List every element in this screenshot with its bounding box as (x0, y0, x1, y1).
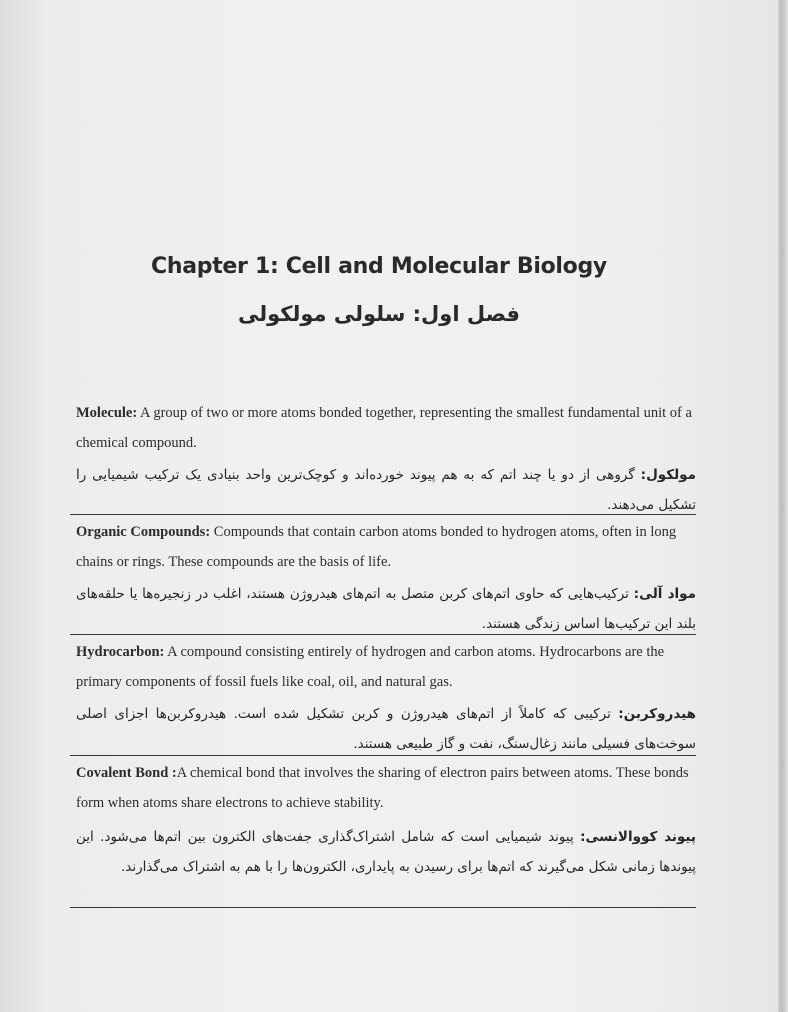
entry-divider (70, 634, 696, 635)
entry-divider (70, 755, 696, 756)
definition-english (76, 637, 696, 697)
entry-divider (70, 514, 696, 515)
term-persian: هیدروکربن: (618, 706, 696, 722)
definition-english-text: A group of two or more atoms bonded together, representing the smallest fundamental unit of a chemical compound. (76, 405, 692, 451)
term-english: Organic Compounds: (76, 524, 211, 540)
definition-persian-text: گروهی از دو یا چند اتم که به هم پیوند خورده‌اند و کوچک‌ترین واحد بنیادی یک ترکیب شیمیایی را تشکیل می‌دهند. (76, 467, 696, 513)
definition-persian (76, 822, 696, 882)
term-persian: پیوند کووالانسی: (580, 829, 696, 845)
definition-persian-text: ترکیبی که کاملاً از اتم‌های هیدروژن و کربن تشکیل شده است. هیدروکربن‌ها اجزای اصلی سوخت‌های فسیلی مانند زغال‌سنگ، نفت و گاز طبیعی هستند. (76, 706, 696, 752)
glossary-entry-molecule (76, 398, 696, 520)
chapter-title-english: Chapter 1: Cell and Molecular Biology (151, 254, 607, 279)
chapter-title-persian: فصل اول: سلولی مولکولی (237, 302, 521, 326)
definition-persian (76, 699, 696, 759)
definition-persian-text: ترکیب‌هایی که حاوی اتم‌های کربن متصل به اتم‌های هیدروژن هستند، اغلب در زنجیره‌ها یا حلقه‌های بلند این ترکیب‌ها اساس زندگی هستند. (76, 586, 696, 632)
definition-english (76, 517, 696, 577)
glossary-entry-covalent-bond (76, 758, 696, 882)
entry-divider (70, 907, 696, 908)
term-english: Molecule: (76, 405, 138, 421)
page-edge (778, 0, 788, 1012)
definition-english-text: A compound consisting entirely of hydrogen and carbon atoms. Hydrocarbons are the primary components of fossil fuels like coal, oil, and natural gas. (76, 644, 665, 690)
definition-english-text: Compounds that contain carbon atoms bonded to hydrogen atoms, often in long chains or rings. These compounds are the basis of life. (76, 524, 677, 570)
glossary-entry-organic-compounds (76, 517, 696, 639)
glossary-entry-hydrocarbon (76, 637, 696, 759)
definition-english (76, 398, 696, 458)
term-english: Covalent Bond : (76, 765, 177, 781)
term-persian: مواد آلی: (633, 586, 696, 602)
definition-english-text: A chemical bond that involves the sharing of electron pairs between atoms. These bonds form when atoms share electrons to achieve stability. (76, 765, 689, 811)
definition-persian-text: پیوند شیمیایی است که شامل اشتراک‌گذاری جفت‌های الکترون بین اتم‌ها می‌شود. این پیوندها زمانی شکل می‌گیرند که اتم‌ها برای رسیدن به پایداری، الکترون‌ها را با هم به اشتراک می‌گذارند. (76, 829, 696, 875)
term-persian: مولکول: (640, 467, 696, 483)
definition-persian (76, 460, 696, 520)
definition-english (76, 758, 696, 818)
definition-persian (76, 579, 696, 639)
term-english: Hydrocarbon: (76, 644, 165, 660)
